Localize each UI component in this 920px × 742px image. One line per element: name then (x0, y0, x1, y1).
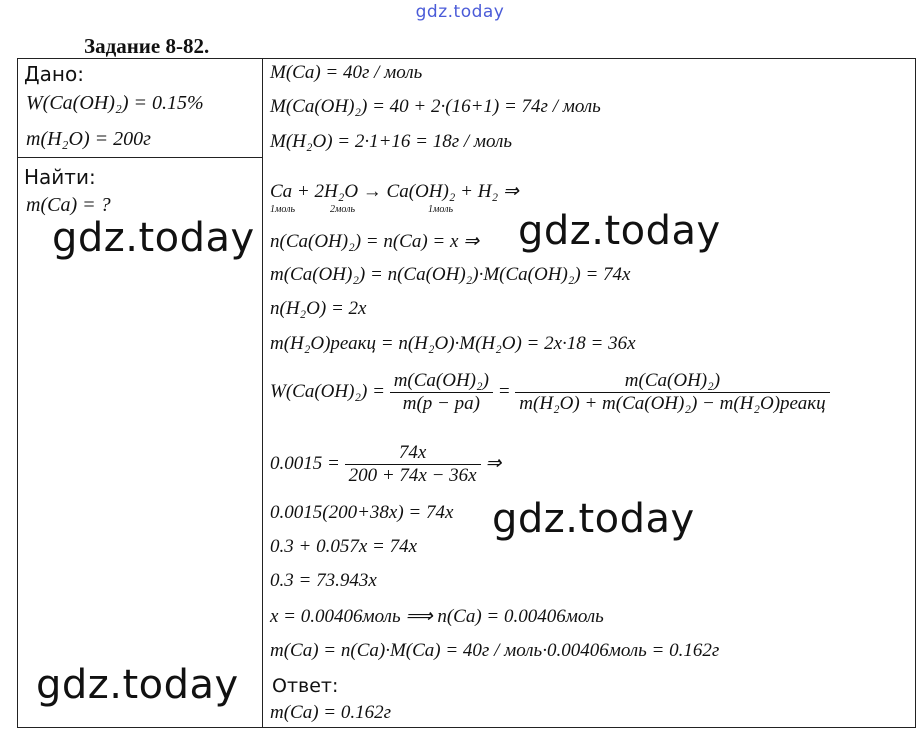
w-den-1: m(р − ра) (402, 393, 480, 414)
eq-fraction (345, 442, 481, 487)
eq-arrow: ⇒ (485, 452, 502, 474)
w-num-1: m(Ca(OH)₂) (390, 370, 493, 393)
find-label: Найти: (24, 165, 96, 189)
moles-water: n(H₂O) = 2x (270, 298, 367, 319)
answer-value: m(Ca) = 0.162г (270, 702, 392, 723)
reaction-label-ca: 1моль (270, 204, 296, 215)
equation-fraction (270, 442, 501, 487)
w-lhs: W(Ca(OH)₂) = (270, 380, 385, 402)
equals-sign: = (497, 380, 511, 402)
column-divider (262, 58, 263, 728)
mass-ca-calc: m(Ca) = n(Ca)·M(Ca) = 40г / моль·0.00406моль = 0.162г (270, 640, 720, 661)
watermark-1: gdz.today (52, 215, 255, 261)
task-title: Задание 8-82. (84, 34, 210, 58)
moles-equality: n(Ca(OH)₂) = n(Ca) = x ⇒ (270, 231, 480, 252)
w-num-2: m(Ca(OH)₂) (515, 370, 829, 393)
w-fraction-1 (390, 370, 493, 415)
equation-solved: 0.3 = 73.943x (270, 570, 377, 591)
watermark-3: gdz.today (492, 496, 695, 542)
given-divider (17, 157, 263, 158)
find-value: m(Ca) = ? (26, 194, 111, 216)
w-fraction-2 (515, 370, 829, 415)
given-mass-fraction: W(Ca(OH)₂) = 0.15% (26, 92, 204, 114)
w-den-2: m(H₂O) + m(Ca(OH)₂) − m(H₂O)реакц (519, 393, 826, 414)
reaction-equation: Ca + 2H₂O → Ca(OH)₂ + H₂ ⇒ (270, 181, 519, 202)
reaction-label-h2o: 2моль (330, 204, 356, 215)
eq-num: 74x (345, 442, 481, 465)
watermark-top: gdz.today (415, 2, 505, 22)
molar-mass-caoh2: M(Ca(OH)₂) = 40 + 2·(16+1) = 74г / моль (270, 96, 601, 117)
molar-mass-ca: M(Ca) = 40г / моль (270, 62, 423, 83)
reaction-label-caoh2: 1моль (428, 204, 454, 215)
mass-fraction-formula (270, 370, 830, 415)
answer-label: Ответ: (272, 675, 339, 697)
mass-caoh2: m(Ca(OH)₂) = n(Ca(OH)₂)·M(Ca(OH)₂) = 74x (270, 264, 631, 285)
given-label: Дано: (24, 62, 84, 86)
equation-simplified: 0.3 + 0.057x = 74x (270, 536, 418, 557)
watermark-2: gdz.today (518, 208, 721, 254)
given-water-mass: m(H₂O) = 200г (26, 128, 151, 150)
eq-lhs: 0.0015 = (270, 452, 340, 474)
mass-water-reacted: m(H₂O)реакц = n(H₂O)·M(H₂O) = 2x·18 = 36x (270, 333, 636, 354)
eq-den: 200 + 74x − 36x (348, 465, 477, 486)
molar-mass-h2o: M(H₂O) = 2·1+16 = 18г / моль (270, 131, 513, 152)
watermark-4: gdz.today (36, 662, 239, 708)
equation-expanded: 0.0015(200+38x) = 74x (270, 502, 454, 523)
x-value: x = 0.00406моль ⟹ n(Ca) = 0.00406моль (270, 606, 604, 627)
